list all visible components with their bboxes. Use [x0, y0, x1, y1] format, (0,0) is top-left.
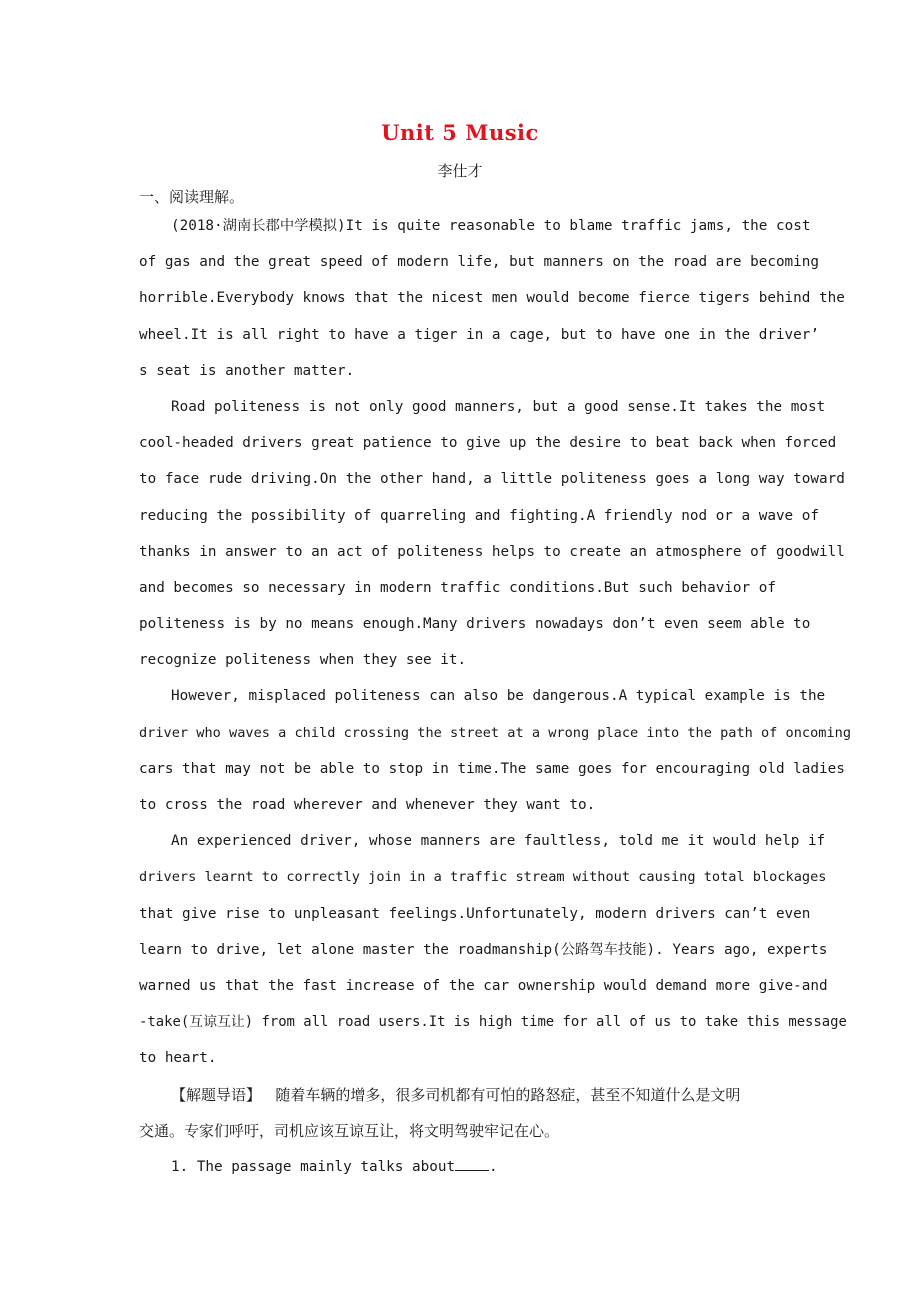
guide-line-2: 交通。专家们呼吁，司机应该互谅互让，将文明驾驶牢记在心。 [139, 1121, 560, 1140]
passage-line: Road politeness is not only good manners, but a good sense.It takes the most [171, 398, 826, 415]
passage-line: drivers learnt to correctly join in a traffic stream without causing total blockages [139, 869, 827, 886]
question-1 [139, 1149, 839, 1185]
passage-line: to cross the road wherever and whenever they want to. [139, 797, 596, 813]
passage-line: that give rise to unpleasant feelings.Unfortunately, modern drivers can’t even [139, 905, 811, 922]
passage-line: learn to drive, let alone master the roadmanship(公路驾车技能). Years ago, experts [139, 941, 828, 958]
passage-line: -take(互谅互让) from all road users.It is high time for all of us to take this message [139, 1014, 847, 1031]
answer-blank[interactable] [455, 1156, 489, 1171]
passage-line: politeness is by no means enough.Many drivers nowadays don’t even seem able to [139, 616, 811, 633]
passage-line: thanks in answer to an act of politeness helps to create an atmosphere of goodwill [139, 543, 845, 560]
reading-passage [139, 208, 852, 1185]
passage-line: cars that may not be able to stop in time.The same goes for encouraging old ladies [139, 760, 845, 777]
passage-line: However, misplaced politeness can also be dangerous.A typical example is the [171, 688, 826, 705]
document-title: Unit 5 Music [381, 120, 539, 145]
passage-line: of gas and the great speed of modern life, but manners on the road are becoming [139, 254, 819, 271]
section-heading: 一、阅读理解。 [139, 188, 245, 206]
passage-line: and becomes so necessary in modern traffic conditions.But such behavior of [139, 579, 776, 596]
question-1-text: 1. The passage mainly talks about [171, 1158, 456, 1175]
passage-line: reducing the possibility of quarreling and fighting.A friendly nod or a wave of [139, 507, 819, 524]
passage-line: wheel.It is all right to have a tiger in a cage, but to have one in the driver’ [139, 326, 819, 343]
question-1-end: . [489, 1158, 498, 1175]
passage-line: to heart. [139, 1050, 217, 1067]
passage-line: An experienced driver, whose manners are faultless, told me it would help if [171, 833, 826, 850]
passage-line: cool-headed drivers great patience to give up the desire to beat back when forced [139, 435, 837, 452]
guide-line [139, 1077, 839, 1113]
passage-line: (2018·湖南长郡中学模拟)It is quite reasonable to blame traffic jams, the cost [171, 218, 811, 234]
passage-line: recognize politeness when they see it. [139, 652, 467, 669]
guide-tag: 【解题导语】 [171, 1085, 262, 1104]
passage-line: s seat is another matter. [139, 362, 355, 379]
author-name: 李仕才 [437, 162, 483, 180]
guide-text: 随着车辆的增多，很多司机都有可怕的路怒症，甚至不知道什么是文明 [275, 1085, 741, 1104]
passage-line: horrible.Everybody knows that the nicest men would become fierce tigers behind the [139, 290, 845, 307]
passage-line: to face rude driving.On the other hand, a little politeness goes a long way toward [139, 471, 845, 488]
passage-line: warned us that the fast increase of the car ownership would demand more give-and [139, 977, 828, 994]
passage-line: driver who waves a child crossing the street at a wrong place into the path of oncoming [139, 724, 852, 741]
